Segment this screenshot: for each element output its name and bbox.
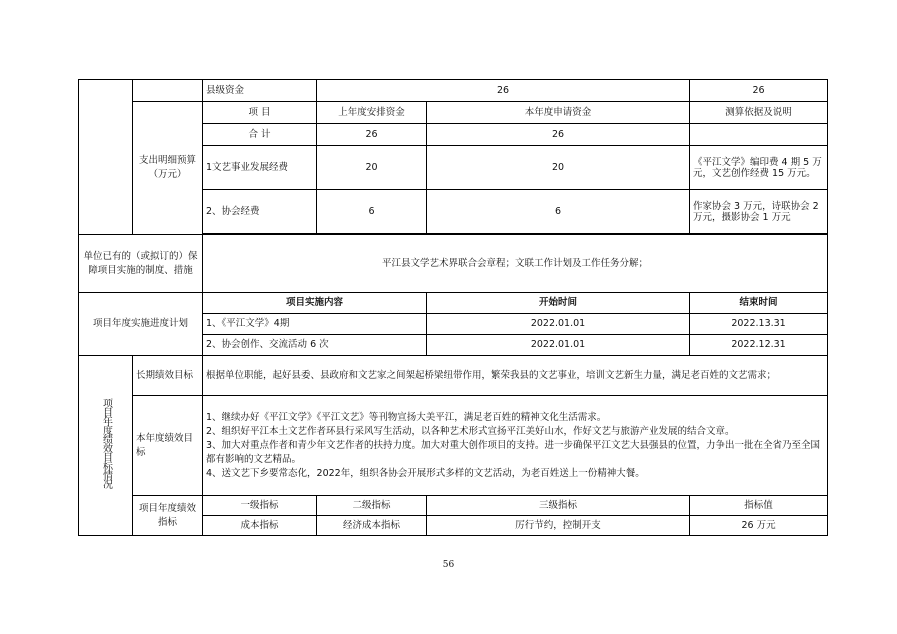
budget-row-1-item: 1文艺事业发展经费	[203, 146, 317, 190]
schedule-row-2-content: 2、协会创作、交流活动 6 次	[203, 335, 427, 356]
performance-label: 项目年度绩效目标情况	[100, 398, 112, 488]
indicator-row-l2: 经济成本指标	[317, 516, 427, 536]
indicator-header-l3: 三级指标	[427, 496, 690, 516]
budget-row-2-item: 2、协会经费	[203, 190, 317, 234]
indicator-label: 项目年度绩效指标	[133, 496, 203, 536]
long-term-label: 长期绩效目标	[133, 356, 203, 396]
county-fund-right: 26	[690, 80, 828, 102]
schedule-header-end: 结束时间	[690, 293, 828, 314]
budget-section-label: 支出明细预算（万元）	[133, 102, 203, 235]
budget-header-basis: 测算依据及说明	[690, 102, 828, 124]
schedule-row-1-end: 2022.13.31	[690, 314, 828, 335]
budget-row-total-basis	[690, 124, 828, 146]
project-table	[78, 79, 828, 536]
budget-header-current: 本年度申请资金	[427, 102, 690, 124]
blank-sub-cell	[133, 80, 203, 102]
schedule-row-1-content: 1、《平江文学》4期	[203, 314, 427, 335]
budget-header-last: 上年度安排资金	[317, 102, 427, 124]
indicator-row-l1: 成本指标	[203, 516, 317, 536]
budget-row-total-item: 合 计	[203, 124, 317, 146]
annual-goal-2: 2、组织好平江本土文艺作者环县行采风写生活动，以各种艺术形式宣扬平江美好山水，作好文艺与旅游产业发展的结合文章。	[206, 425, 735, 437]
annual-goal-3: 3、加大对重点作者和青少年文艺作者的扶持力度。加大对重大创作项目的支持。进一步确保平江文艺大县强县的位置，力争出一批在全省乃至全国都有影响的文艺精品。	[206, 439, 821, 465]
budget-row-2-basis: 作家协会 3 万元，诗联协会 2 万元，摄影协会 1 万元	[690, 190, 828, 234]
blank-left-cell	[79, 80, 133, 235]
annual-goal-4: 4、送文艺下乡要常态化，2022年，组织各协会开展形式多样的文艺活动，为老百姓送上一份精神大餐。	[206, 467, 645, 479]
page-number: 56	[442, 560, 455, 570]
system-label: 单位已有的（或拟订的）保障项目实施的制度、措施	[79, 235, 203, 293]
schedule-row-2-start: 2022.01.01	[427, 335, 690, 356]
schedule-row-1-start: 2022.01.01	[427, 314, 690, 335]
schedule-header-start: 开始时间	[427, 293, 690, 314]
budget-row-total-last: 26	[317, 124, 427, 146]
annual-goal-1: 1、继续办好《平江文学》《平江文艺》等刊物宣扬大美平江，满足老百姓的精神文化生活需求。	[206, 411, 607, 423]
indicator-row-l3: 厉行节约，控制开支	[427, 516, 690, 536]
indicator-header-value: 指标值	[690, 496, 828, 516]
performance-label-cell	[79, 356, 133, 536]
indicator-header-l2: 二级指标	[317, 496, 427, 516]
indicator-header-l1: 一级指标	[203, 496, 317, 516]
county-fund-mid: 26	[317, 80, 690, 102]
schedule-header-content: 项目实施内容	[203, 293, 427, 314]
schedule-row-2-end: 2022.12.31	[690, 335, 828, 356]
budget-row-total-current: 26	[427, 124, 690, 146]
schedule-label: 项目年度实施进度计划	[79, 293, 203, 356]
long-term-text: 根据单位职能，起好县委、县政府和文艺家之间架起桥梁纽带作用，繁荣我县的文艺事业，培训文艺新生力量，满足老百姓的文艺需求；	[203, 356, 828, 396]
budget-row-2-current: 6	[427, 190, 690, 234]
county-fund-label: 县级资金	[203, 80, 317, 102]
budget-header-item: 项 目	[203, 102, 317, 124]
system-content: 平江县文学艺术界联合会章程；文联工作计划及工作任务分解；	[203, 235, 828, 293]
budget-row-2-last: 6	[317, 190, 427, 234]
budget-row-1-current: 20	[427, 146, 690, 190]
budget-row-1-last: 20	[317, 146, 427, 190]
budget-row-1-basis: 《平江文学》编印费 4 期 5 万元，文艺创作经费 15 万元。	[690, 146, 828, 190]
annual-label: 本年度绩效目标	[133, 396, 203, 496]
indicator-row-value: 26 万元	[690, 516, 828, 536]
annual-goals	[203, 396, 828, 496]
